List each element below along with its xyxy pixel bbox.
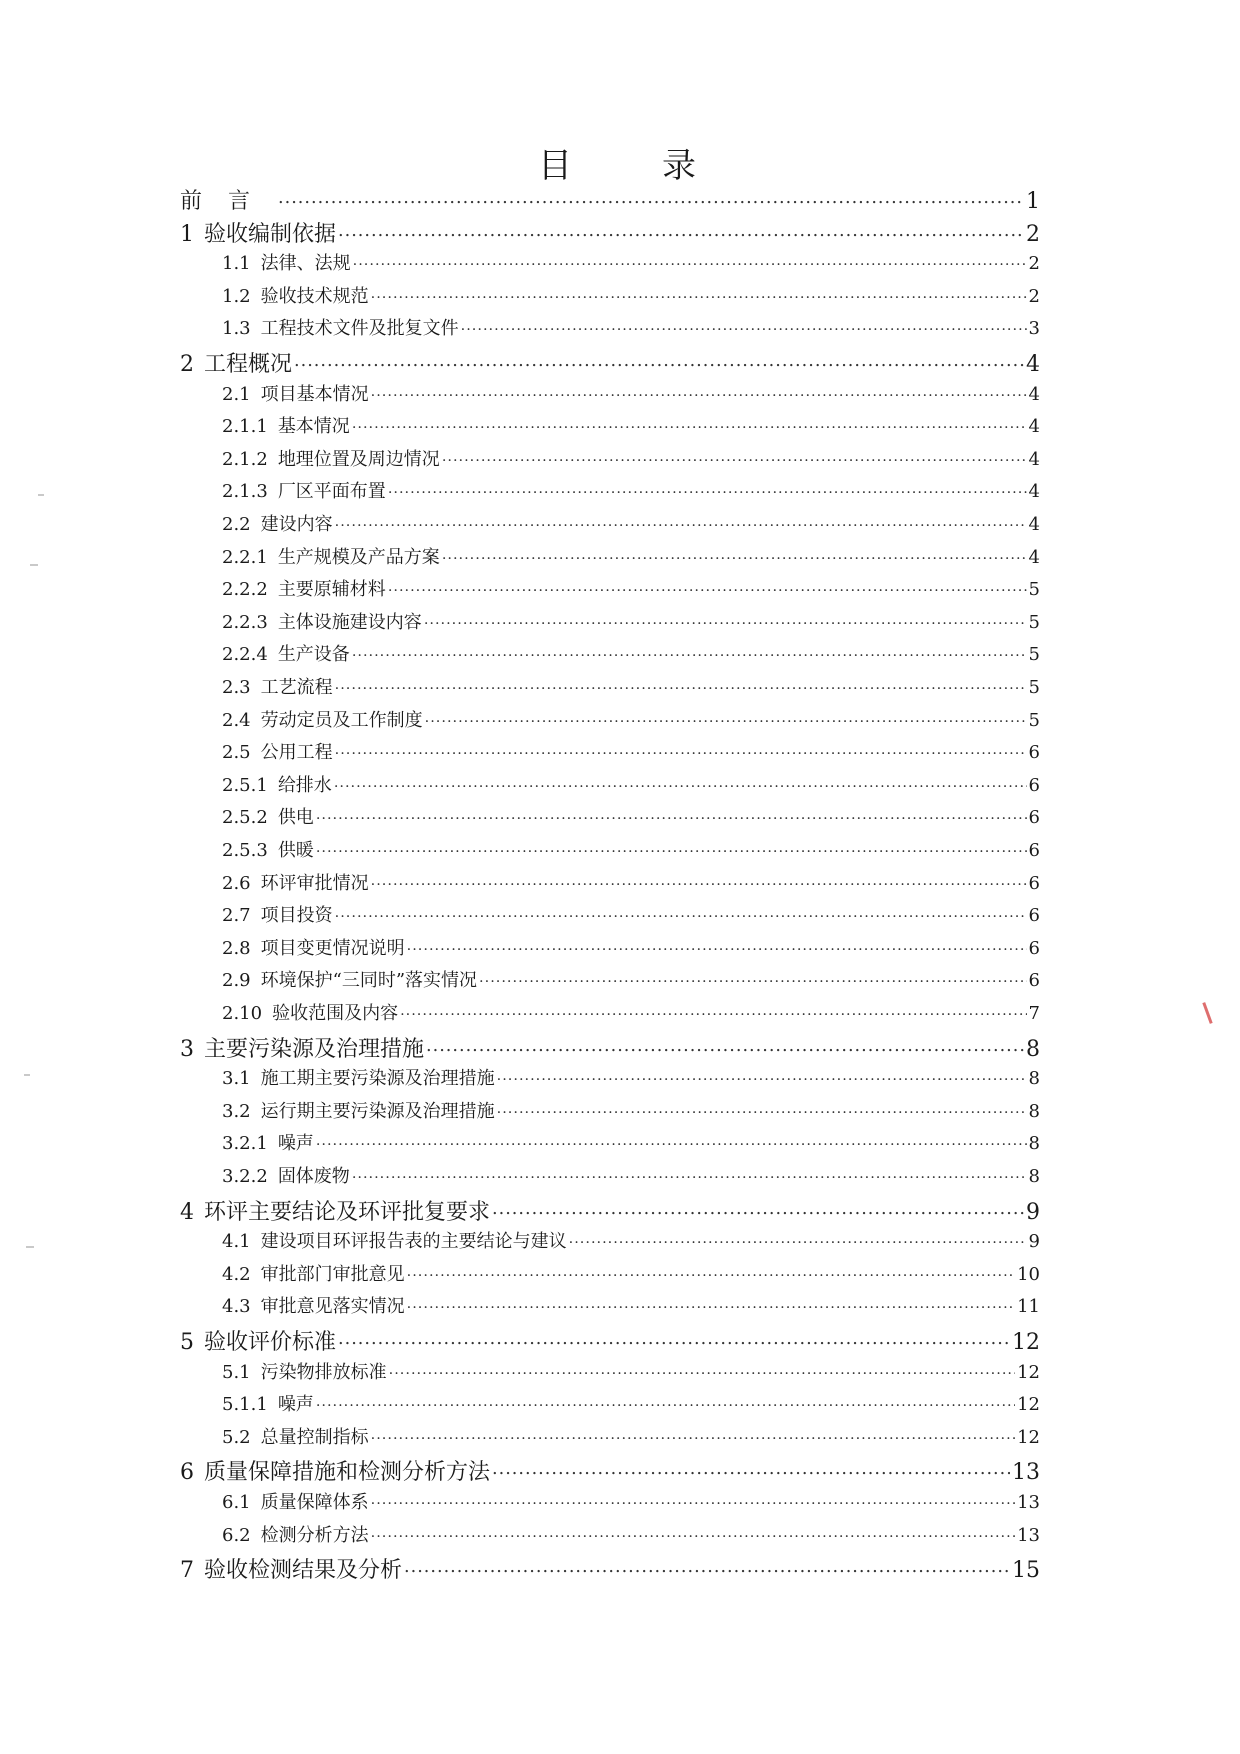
toc-entry-page-number: 4 xyxy=(1026,352,1040,377)
toc-entry[interactable] xyxy=(222,836,1040,862)
toc-dot-leader xyxy=(316,1392,1015,1410)
toc-entry-label: 审批部门审批意见 xyxy=(260,1263,405,1285)
toc-entry-label: 验收编制依据 xyxy=(204,221,337,247)
toc-entry[interactable] xyxy=(222,966,1040,992)
toc-entry-page-number: 6 xyxy=(1028,872,1040,894)
toc-entry-label: 质量保障措施和检测分析方法 xyxy=(204,1460,491,1486)
toc-dot-leader xyxy=(371,1490,1015,1508)
toc-entry-number: 2.5.2 xyxy=(222,807,268,829)
toc-title: 目 录 xyxy=(538,146,724,186)
toc-dot-leader xyxy=(492,1197,1024,1219)
toc-entry-label: 质量保障体系 xyxy=(260,1492,369,1513)
toc-entry-page-number: 4 xyxy=(1028,448,1040,470)
toc-entry[interactable] xyxy=(180,1553,1040,1584)
toc-dot-leader xyxy=(352,414,1027,432)
toc-entry-label: 生产设备 xyxy=(277,644,350,666)
toc-entry-number: 3.2.1 xyxy=(222,1133,268,1155)
toc-entry[interactable] xyxy=(222,477,1040,503)
toc-entry-label: 生产规模及产品方案 xyxy=(277,546,440,568)
toc-entry-page-number: 12 xyxy=(1017,1426,1040,1448)
toc-entry-label: 项目变更情况说明 xyxy=(260,937,405,959)
toc-entry-page-number: 6 xyxy=(1028,807,1040,829)
toc-dot-leader xyxy=(352,1164,1027,1182)
toc-entry[interactable] xyxy=(180,1325,1040,1356)
toc-dot-leader xyxy=(316,1131,1027,1149)
toc-entry[interactable] xyxy=(222,999,1040,1025)
toc-entry-number: 2.10 xyxy=(222,1003,263,1024)
toc-entry-page-number: 8 xyxy=(1028,1166,1040,1187)
toc-entry[interactable] xyxy=(222,1097,1040,1123)
toc-entry[interactable] xyxy=(222,445,1040,471)
toc-entry-number: 2.5 xyxy=(222,742,251,764)
toc-entry[interactable] xyxy=(180,217,1040,248)
toc-entry-label: 建设内容 xyxy=(260,514,333,535)
toc-entry-page-number: 6 xyxy=(1028,742,1040,764)
toc-entry-page-number: 12 xyxy=(1017,1394,1040,1416)
toc-entry-page-number: 3 xyxy=(1028,318,1040,340)
toc-entry-label: 法律、法规 xyxy=(260,253,351,275)
toc-entry-label: 地理位置及周边情况 xyxy=(277,448,440,470)
toc-entry[interactable] xyxy=(222,249,1040,275)
toc-entry-number: 2.9 xyxy=(222,970,251,992)
toc-entry-label: 公用工程 xyxy=(260,742,333,764)
toc-entry-label: 主要原辅材料 xyxy=(277,579,386,601)
toc-entry-number: 2.2.2 xyxy=(222,579,268,601)
toc-entry-label: 项目基本情况 xyxy=(260,383,369,405)
toc-entry-number: 4.1 xyxy=(222,1231,251,1253)
toc-dot-leader xyxy=(492,1457,1010,1479)
toc-entry-label: 环评主要结论及环评批复要求 xyxy=(204,1199,491,1225)
toc-dot-leader xyxy=(479,968,1027,986)
toc-entry-label: 前言 xyxy=(180,189,277,214)
toc-dot-leader xyxy=(353,251,1027,269)
toc-dot-leader xyxy=(335,903,1027,921)
toc-dot-leader xyxy=(389,1360,1015,1378)
toc-dot-leader xyxy=(294,349,1024,371)
toc-entry[interactable] xyxy=(222,1488,1040,1514)
toc-entry-number: 2.3 xyxy=(222,677,251,698)
toc-entry[interactable] xyxy=(180,1195,1040,1226)
toc-entry-number: 3.1 xyxy=(222,1068,251,1090)
toc-entry-page-number: 7 xyxy=(1028,1003,1040,1024)
toc-entry-label: 噪声 xyxy=(277,1133,314,1155)
toc-entry-label: 噪声 xyxy=(277,1394,314,1416)
toc-dot-leader xyxy=(407,1262,1015,1280)
toc-entry-number: 3.2.2 xyxy=(222,1166,268,1187)
toc-entry-number: 2.5.1 xyxy=(222,774,268,796)
toc-entry[interactable] xyxy=(222,314,1040,340)
toc-entry-page-number: 10 xyxy=(1017,1263,1040,1285)
scan-mark xyxy=(30,564,38,566)
toc-entry-label: 验收检测结果及分析 xyxy=(204,1558,403,1584)
toc-dot-leader xyxy=(338,1327,1010,1349)
toc-entry-number: 2.6 xyxy=(222,872,251,894)
toc-entry-page-number: 2 xyxy=(1028,285,1040,307)
toc-entry-number: 2.1 xyxy=(222,383,251,405)
toc-dot-leader xyxy=(400,1001,1026,1019)
toc-entry[interactable] xyxy=(222,934,1040,960)
toc-entry-label: 主要污染源及治理措施 xyxy=(204,1036,425,1062)
toc-entry-page-number: 6 xyxy=(1028,905,1040,927)
toc-entry-label: 工程概况 xyxy=(204,352,293,377)
toc-dot-leader xyxy=(334,773,1027,791)
toc-entry-number: 7 xyxy=(180,1558,194,1584)
toc-entry[interactable] xyxy=(180,347,1040,378)
toc-entry-number: 6.2 xyxy=(222,1524,251,1546)
toc-entry-number: 4 xyxy=(180,1199,194,1225)
toc-dot-leader xyxy=(388,479,1027,497)
toc-entry[interactable] xyxy=(222,640,1040,666)
toc-entry-number: 1.3 xyxy=(222,318,251,340)
toc-entry-page-number: 9 xyxy=(1026,1199,1040,1225)
toc-dot-leader xyxy=(371,871,1027,889)
toc-entry[interactable] xyxy=(222,771,1040,797)
toc-entry-page-number: 5 xyxy=(1028,677,1040,698)
toc-entry-page-number: 4 xyxy=(1028,514,1040,535)
toc-dot-leader xyxy=(424,610,1027,628)
toc-entry-label: 总量控制指标 xyxy=(260,1426,369,1448)
toc-entry-number: 4.3 xyxy=(222,1296,251,1318)
toc-dot-leader xyxy=(407,936,1027,954)
toc-entry-label: 工程技术文件及批复文件 xyxy=(260,318,459,340)
toc-entry-label: 厂区平面布置 xyxy=(277,481,386,503)
toc-dot-leader xyxy=(371,1523,1015,1541)
toc-entry-number: 2.2 xyxy=(222,514,251,535)
toc-entry-number: 2.4 xyxy=(222,709,251,731)
toc-entry-label: 审批意见落实情况 xyxy=(260,1296,405,1318)
toc-dot-leader xyxy=(497,1099,1027,1117)
toc-entry-page-number: 4 xyxy=(1028,383,1040,405)
toc-entry-page-number: 4 xyxy=(1028,546,1040,568)
toc-entry-page-number: 11 xyxy=(1017,1296,1040,1318)
toc-entry[interactable] xyxy=(222,1390,1040,1416)
toc-entry[interactable] xyxy=(222,803,1040,829)
toc-entry[interactable] xyxy=(222,380,1040,406)
toc-entry[interactable] xyxy=(222,1129,1040,1155)
toc-dot-leader xyxy=(316,838,1027,856)
toc-entry-page-number: 8 xyxy=(1028,1100,1040,1122)
toc-entry-page-number: 6 xyxy=(1028,937,1040,959)
toc-entry-label: 基本情况 xyxy=(277,416,350,438)
toc-entry-page-number: 9 xyxy=(1028,1231,1040,1253)
toc-dot-leader xyxy=(335,740,1027,758)
toc-entry-label: 运行期主要污染源及治理措施 xyxy=(260,1100,495,1122)
toc-entry-page-number: 13 xyxy=(1012,1460,1040,1486)
scan-mark xyxy=(26,1246,34,1248)
toc-entry[interactable] xyxy=(222,543,1040,569)
toc-entry-number: 4.2 xyxy=(222,1263,251,1285)
toc-entry-page-number: 2 xyxy=(1026,221,1040,247)
toc-entry[interactable] xyxy=(222,1064,1040,1090)
toc-entry[interactable] xyxy=(180,184,1040,215)
toc-entry-label: 给排水 xyxy=(277,774,332,796)
toc-entry[interactable] xyxy=(222,1358,1040,1384)
toc-entry-label: 工艺流程 xyxy=(260,677,333,698)
toc-entry[interactable] xyxy=(222,706,1040,732)
toc-entry-page-number: 4 xyxy=(1028,481,1040,503)
toc-entry-number: 1.2 xyxy=(222,285,251,307)
toc-entry[interactable] xyxy=(222,510,1040,536)
toc-dot-leader xyxy=(371,284,1027,302)
toc-entry-label: 检测分析方法 xyxy=(260,1524,369,1546)
toc-entry-number: 2.8 xyxy=(222,937,251,959)
toc-entry-label: 劳动定员及工作制度 xyxy=(260,709,423,731)
toc-entry-number: 2.2.4 xyxy=(222,644,268,666)
toc-entry-page-number: 1 xyxy=(1026,189,1040,214)
toc-entry[interactable] xyxy=(222,1423,1040,1449)
scan-mark xyxy=(38,494,44,496)
toc-entry-number: 2.2.3 xyxy=(222,611,268,633)
toc-entry-label: 固体废物 xyxy=(277,1166,350,1187)
toc-entry-number: 1.1 xyxy=(222,253,251,275)
toc-entry-page-number: 2 xyxy=(1028,253,1040,275)
toc-entry[interactable] xyxy=(222,282,1040,308)
toc-dot-leader xyxy=(371,1425,1015,1443)
toc-entry[interactable] xyxy=(222,1521,1040,1547)
toc-entry-number: 2.1.1 xyxy=(222,416,268,438)
toc-dot-leader xyxy=(352,642,1027,660)
toc-entry-number: 5 xyxy=(180,1330,194,1355)
toc-entry-number: 6.1 xyxy=(222,1492,251,1513)
toc-entry-number: 6 xyxy=(180,1460,194,1486)
toc-dot-leader xyxy=(426,1034,1024,1056)
toc-entry-page-number: 5 xyxy=(1028,709,1040,731)
toc-entry-number: 3 xyxy=(180,1036,194,1062)
toc-entry-page-number: 6 xyxy=(1028,840,1040,861)
toc-entry-number: 5.2 xyxy=(222,1426,251,1448)
toc-entry-page-number: 15 xyxy=(1012,1558,1040,1584)
toc-entry-label: 建设项目环评报告表的主要结论与建议 xyxy=(260,1231,567,1253)
toc-entry[interactable] xyxy=(180,1455,1040,1486)
toc-entry-page-number: 5 xyxy=(1028,644,1040,666)
toc-entry-number: 1 xyxy=(180,221,194,247)
toc-entry-label: 主体设施建设内容 xyxy=(277,611,422,633)
toc-entry-number: 2.2.1 xyxy=(222,546,268,568)
toc-entry[interactable] xyxy=(222,738,1040,764)
toc-entry-label: 供暖 xyxy=(277,840,314,861)
toc-entry-number: 5.1.1 xyxy=(222,1394,268,1416)
toc-entry-label: 环境保护“三同时”落实情况 xyxy=(260,970,478,992)
toc-entry-page-number: 12 xyxy=(1012,1330,1040,1355)
toc-dot-leader xyxy=(335,675,1027,693)
toc-entry-page-number: 12 xyxy=(1017,1361,1040,1383)
scan-mark xyxy=(24,1074,30,1076)
toc-entry-label: 验收技术规范 xyxy=(260,285,369,307)
toc-entry[interactable] xyxy=(180,1032,1040,1063)
toc-entry-label: 验收评价标准 xyxy=(204,1330,337,1355)
toc-entry[interactable] xyxy=(222,1260,1040,1286)
toc-dot-leader xyxy=(335,512,1027,530)
toc-entry-label: 供电 xyxy=(277,807,314,829)
toc-entry[interactable] xyxy=(222,608,1040,634)
toc-entry-page-number: 6 xyxy=(1028,970,1040,992)
toc-dot-leader xyxy=(338,219,1024,241)
toc-entry-number: 2.1.2 xyxy=(222,448,268,470)
toc-dot-leader xyxy=(569,1229,1027,1247)
toc-entry-page-number: 13 xyxy=(1017,1492,1040,1513)
toc-entry-number: 2.7 xyxy=(222,905,251,927)
toc-entry-page-number: 8 xyxy=(1028,1068,1040,1090)
toc-dot-leader xyxy=(442,447,1027,465)
toc-dot-leader xyxy=(404,1555,1010,1577)
toc-entry-number: 2.1.3 xyxy=(222,481,268,503)
toc-entry-page-number: 8 xyxy=(1028,1133,1040,1155)
toc-entry-number: 2.5.3 xyxy=(222,840,268,861)
toc-entry-number: 3.2 xyxy=(222,1100,251,1122)
toc-entry-page-number: 5 xyxy=(1028,611,1040,633)
toc-entry-page-number: 13 xyxy=(1017,1524,1040,1546)
toc-entry[interactable] xyxy=(222,673,1040,699)
toc-entry[interactable] xyxy=(222,1162,1040,1188)
toc-dot-leader xyxy=(407,1294,1015,1312)
toc-dot-leader xyxy=(316,805,1027,823)
toc-entry-label: 施工期主要污染源及治理措施 xyxy=(260,1068,495,1090)
toc-dot-leader xyxy=(388,577,1027,595)
toc-entry[interactable] xyxy=(222,412,1040,438)
toc-entry-number: 2 xyxy=(180,352,194,377)
toc-entry[interactable] xyxy=(222,575,1040,601)
toc-entry-page-number: 5 xyxy=(1028,579,1040,601)
toc-dot-leader xyxy=(442,545,1027,563)
toc-dot-leader xyxy=(461,316,1027,334)
toc-entry[interactable] xyxy=(222,901,1040,927)
toc-entry-label: 项目投资 xyxy=(260,905,333,927)
ink-mark xyxy=(1202,1002,1212,1024)
toc-entry-number: 5.1 xyxy=(222,1361,251,1383)
toc-entry-page-number: 4 xyxy=(1028,416,1040,438)
toc-entry-label: 污染物排放标准 xyxy=(260,1361,387,1383)
toc-entry-label: 环评审批情况 xyxy=(260,872,369,894)
toc-dot-leader xyxy=(371,382,1027,400)
toc-entry[interactable] xyxy=(222,1227,1040,1253)
toc-entry-label: 验收范围及内容 xyxy=(272,1003,399,1024)
toc-entry[interactable] xyxy=(222,1292,1040,1318)
toc-entry-page-number: 6 xyxy=(1028,774,1040,796)
toc-dot-leader xyxy=(425,708,1027,726)
toc-dot-leader xyxy=(278,186,1024,208)
toc-dot-leader xyxy=(497,1066,1027,1084)
toc-entry-page-number: 8 xyxy=(1026,1036,1040,1062)
toc-entry[interactable] xyxy=(222,869,1040,895)
